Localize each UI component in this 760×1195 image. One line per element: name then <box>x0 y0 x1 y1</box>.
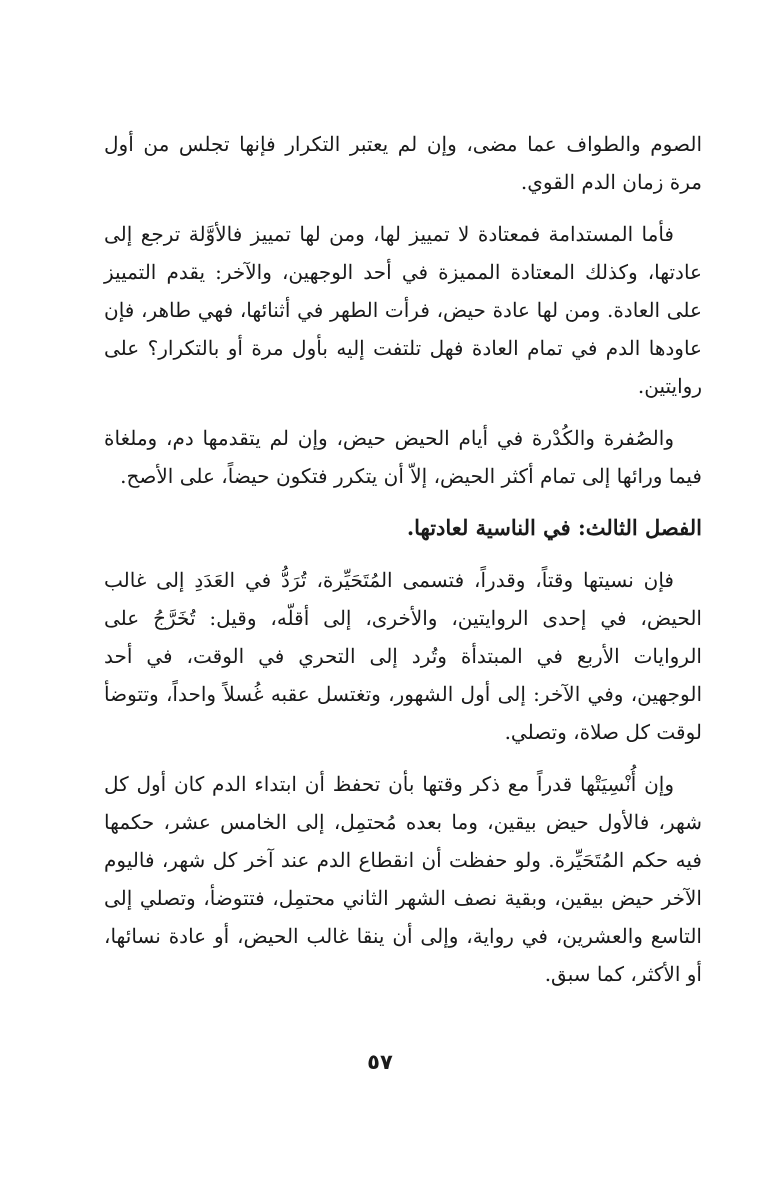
page-body <box>104 125 702 1007</box>
paragraph-sufra: والصُفرة والكُدْرة في أيام الحيض حيض، وإن لم يتقدمها دم، وملغاة فيما ورائها إلى تمام أكثر الحيض، إلاّ أن يتكرر فتكون حيضاً، على الأصح. <box>104 426 702 488</box>
section-heading: الفصل الثالث: في الناسية لعادتها. <box>406 515 702 540</box>
paragraph-unsiyat-qadran: وإن أُنْسِيَتْها قدراً مع ذكر وقتها بأن تحفظ أن ابتداء الدم كان أول كل شهر، فالأول حيض بيقين، وما بعده مُحتمِل، إلى الخامس عشر، حكمها فيه حكم المُتَحَيِّرة. ولو حفظت أن انقطاع الدم عند آخر كل شهر، فاليوم الآخر حيض بيقين، وبقية نصف الشهر الثاني محتمِل، فتتوضأ، وتصلي إلى التاسع والعشرين، في رواية، وإلى أن ينقا غالب الحيض، أو عادة نسائها، أو الأكثر، كما سبق. <box>104 772 702 986</box>
paragraph-mustadama: فأما المستدامة فمعتادة لا تمييز لها، ومن لها تمييز فالأوَّلة ترجع إلى عادتها، وكذلك المعتادة المميزة في أحد الوجهين، والآخر: يقدم التمييز على العادة. ومن لها عادة حيض، فرأت الطهر في أثنائها، فهي طاهر، فإن عاودها الدم في تمام العادة فهل تلتفت إليه بأول مرة أو بالتكرار؟ على روايتين. <box>104 222 702 398</box>
paragraph-continuation: الصوم والطواف عما مضى، وإن لم يعتبر التكرار فإنها تجلس من أول مرة زمان الدم القوي. <box>104 132 702 194</box>
page-number: ٥٧ <box>367 1050 393 1074</box>
paragraph-mutahayyira: فإن نسيتها وقتاً، وقدراً، فتسمى المُتَحَيِّرة، تُرَدُّ في العَدَدِ إلى غالب الحيض، في إحدى الروايتين، والأخرى، إلى أقلّه، وقيل: تُخَرَّجُ على الروايات الأربع في المبتدأة وتُرد إلى التحري في الوقت، في أحد الوجهين، وفي الآخر: إلى أول الشهور، وتغتسل عقبه غُسلاً واحداً، وتتوضأ لوقت كل صلاة، وتصلي. <box>104 568 702 744</box>
